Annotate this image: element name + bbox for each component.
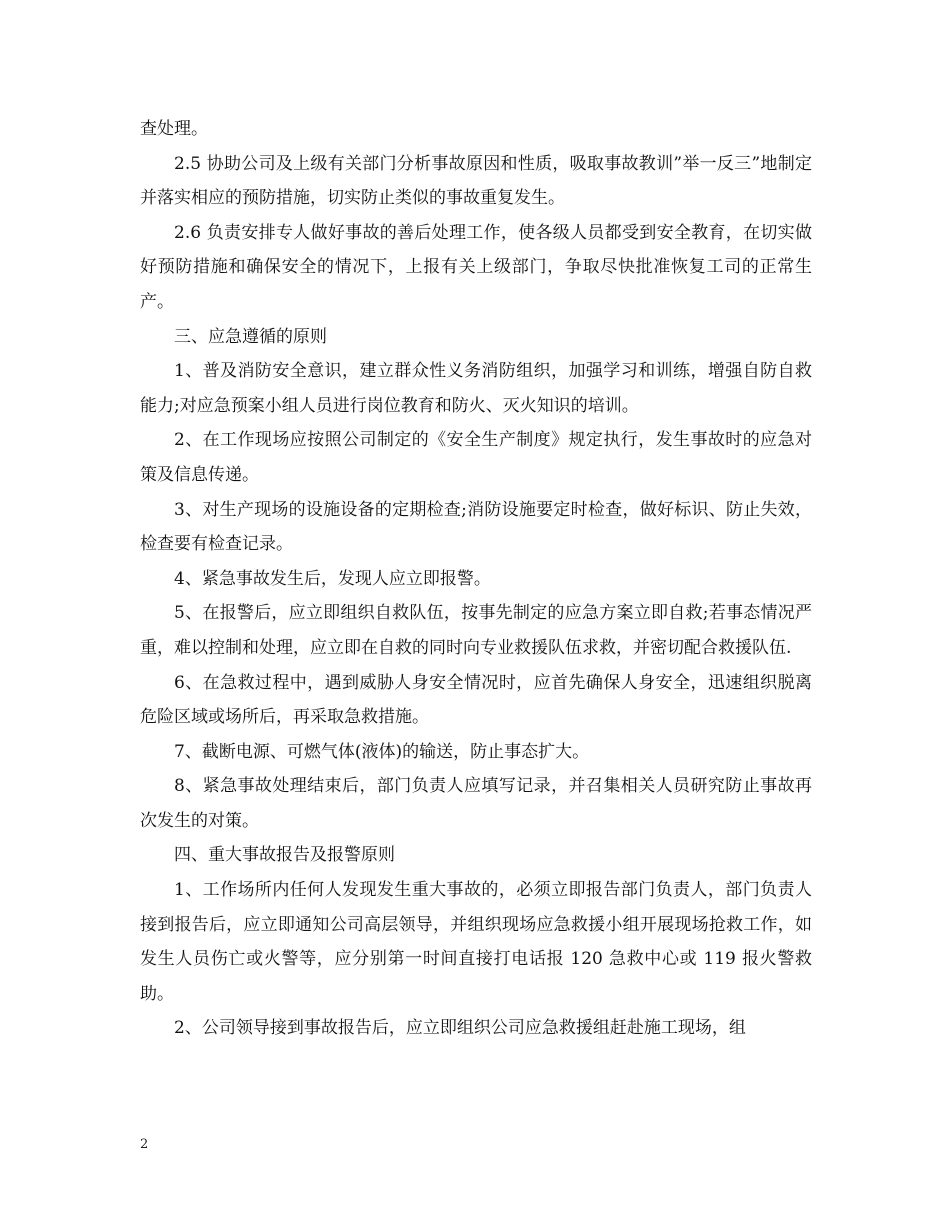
- paragraph: 8、紧急事故处理结束后，部门负责人应填写记录，并召集相关人员研究防止事故再次发生的对策。: [140, 776, 812, 831]
- paragraph: 2、公司领导接到事故报告后，应立即组织公司应急救援组赶赴施工现场，组: [174, 1018, 746, 1039]
- paragraph: 2.6 负责安排专人做好事故的善后处理工作，使各级人员都受到安全教育，在切实做好预防措施和确保安全的情况下，上报有关上级部门，争取尽快批准恢复工司的正常生产。: [140, 222, 812, 312]
- page-number: 2: [140, 1137, 149, 1152]
- section-heading: 三、应急遵循的原则: [174, 326, 327, 347]
- paragraph: 1、工作场所内任何人发现发生重大事故的，必须立即报告部门负责人，部门负责人接到报告后，应立即通知公司高层领导，并组织现场应急救援小组开展现场抢救工作，如发生人员伤亡或火警等，应分别第一时间直接打电话报 120 急救中心或 119 报火警救助。: [140, 880, 812, 1004]
- paragraph: 5、在报警后，应立即组织自救队伍，按事先制定的应急方案立即自救;若事态情况严重，难以控制和处理，应立即在自救的同时向专业救援队伍求救，并密切配合救援队伍.: [140, 603, 812, 658]
- paragraph: 查处理。: [140, 119, 208, 139]
- document-body: [140, 112, 812, 1046]
- paragraph: 4、紧急事故发生后，发现人应立即报警。: [174, 568, 491, 589]
- paragraph: 2、在工作现场应按照公司制定的《安全生产制度》规定执行，发生事故时的应急对策及信息传递。: [140, 430, 812, 485]
- paragraph: 2.5 协助公司及上级有关部门分析事故原因和性质，吸取事故教训”举一反三”地制定并落实相应的预防措施，切实防止类似的事故重复发生。: [140, 153, 812, 209]
- paragraph: 1、普及消防安全意识，建立群众性义务消防组织，加强学习和训练，增强自防自救能力;对应急预案小组人员进行岗位教育和防火、灭火知识的培训。: [140, 361, 812, 416]
- section-heading: 四、重大事故报告及报警原则: [174, 845, 395, 866]
- paragraph: 6、在急救过程中，遇到威胁人身安全情况时，应首先确保人身安全，迅速组织脱离危险区域或场所后，再采取急救措施。: [140, 672, 812, 728]
- paragraph: 3、对生产现场的设施设备的定期检查;消防设施要定时检查，做好标识、防止失效，检查要有检查记录。: [140, 499, 812, 555]
- paragraph: 7、截断电源、可燃气体(液体)的输送，防止事态扩大。: [174, 741, 590, 762]
